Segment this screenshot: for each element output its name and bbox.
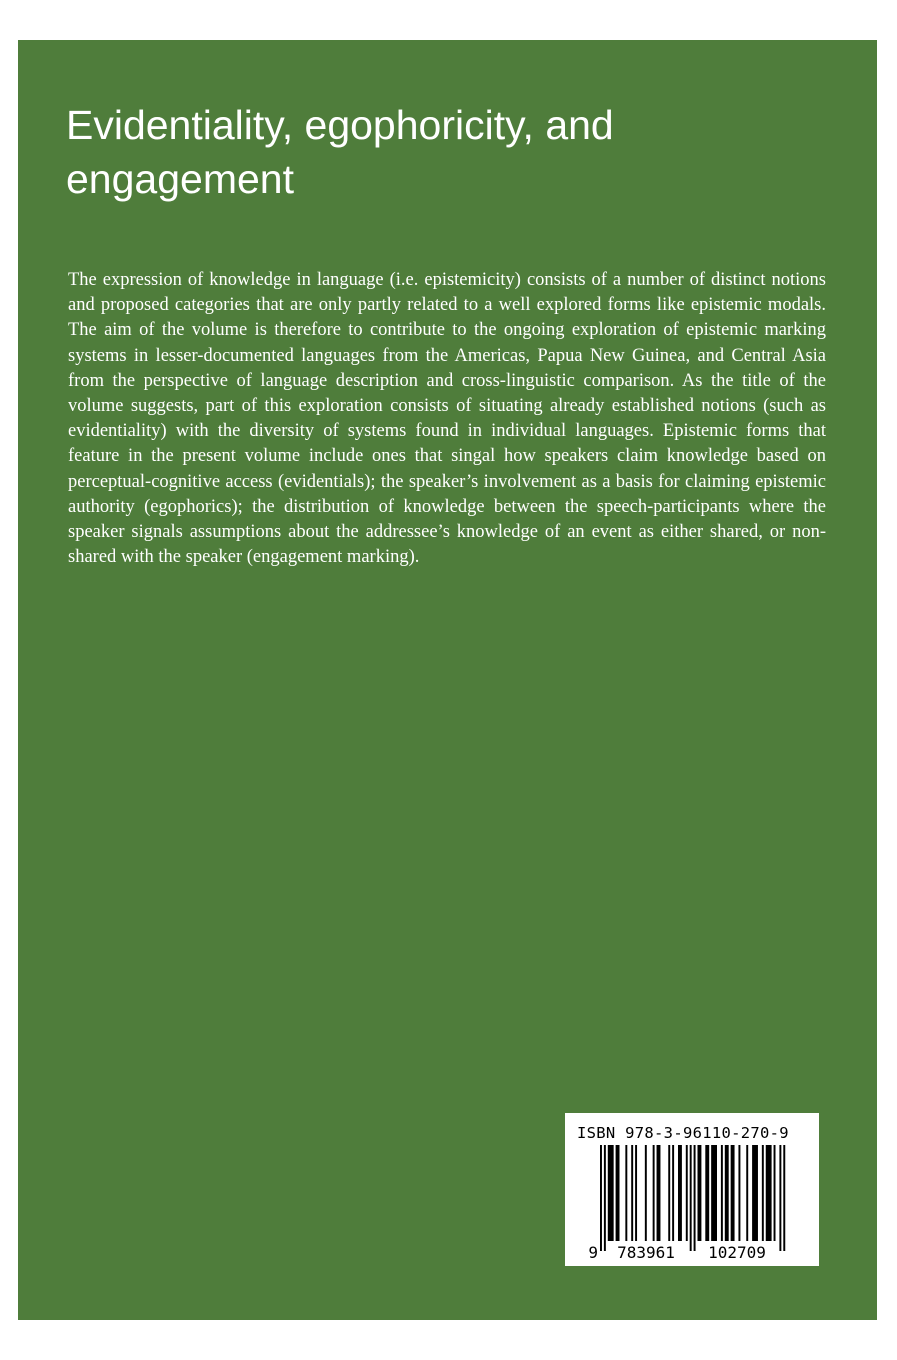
barcode-bar — [766, 1145, 772, 1241]
barcode-bar — [705, 1145, 709, 1241]
book-description: The expression of knowledge in language (i.e. epistemicity) consists of a number of distinct notions and proposed categories that are only partly related to a well explored forms like epistemic modals. The aim of the volume is therefore to contribute to the ongoing exploration of epistemic marking systems in lesser-documented languages from the Americas, Papua New Guinea, and Central Asia from the perspective of language description and cross-linguistic comparison. As the title of the volume suggests, part of this exploration consists of situating already established notions (such as evidentiality) with the diversity of systems found in individual languages. Epistemic forms that feature in the present volume include ones that singal how speakers claim knowledge based on perceptual-cognitive access (evidentials); the speaker’s involvement as a basis for claiming epistemic authority (egophorics); the distribution of knowledge between the speech-participants where the speaker signals assumptions about the addressee’s knowledge of an event as either shared, or non-shared with the speaker (engagement marking). — [68, 270, 826, 568]
barcode-first-digit: 9 — [588, 1243, 598, 1262]
book-title: Evidentiality, egophoricity, and engagement — [66, 102, 614, 202]
barcode-panel — [565, 1113, 819, 1266]
barcode-guard-bar — [600, 1145, 602, 1251]
barcode-bar — [725, 1145, 729, 1241]
barcode-right-digits: 102709 — [708, 1243, 766, 1262]
barcode-bar — [678, 1145, 682, 1241]
barcode-bar — [631, 1145, 633, 1241]
ean13-barcode — [565, 1113, 819, 1266]
barcode-bar — [752, 1145, 758, 1241]
barcode-guard-bar — [694, 1145, 696, 1251]
barcode-bar — [608, 1145, 614, 1241]
barcode-bar — [645, 1145, 647, 1241]
barcode-bar — [762, 1145, 764, 1241]
barcode-bar — [616, 1145, 620, 1241]
barcode-bar — [635, 1145, 637, 1241]
barcode-left-digits: 783961 — [617, 1243, 675, 1262]
barcode-guard-bar — [783, 1145, 785, 1251]
barcode-bars — [600, 1145, 785, 1251]
barcode-bar — [686, 1145, 688, 1241]
barcode-guard-bar — [779, 1145, 781, 1251]
barcode-bar — [672, 1145, 674, 1241]
barcode-bar — [668, 1145, 670, 1241]
barcode-bar — [653, 1145, 655, 1241]
barcode-guard-bar — [604, 1145, 606, 1251]
barcode-bar — [721, 1145, 723, 1241]
back-cover — [18, 40, 877, 1320]
barcode-bar — [657, 1145, 661, 1241]
barcode-guard-bar — [690, 1145, 692, 1251]
barcode-bar — [711, 1145, 717, 1241]
barcode-bar — [698, 1145, 702, 1241]
barcode-bar — [746, 1145, 748, 1241]
barcode-bar — [738, 1145, 740, 1241]
barcode-bar — [625, 1145, 627, 1241]
isbn-label: ISBN 978-3-96110-270-9 — [577, 1124, 789, 1142]
barcode-bar — [731, 1145, 735, 1241]
barcode-bar — [774, 1145, 776, 1241]
